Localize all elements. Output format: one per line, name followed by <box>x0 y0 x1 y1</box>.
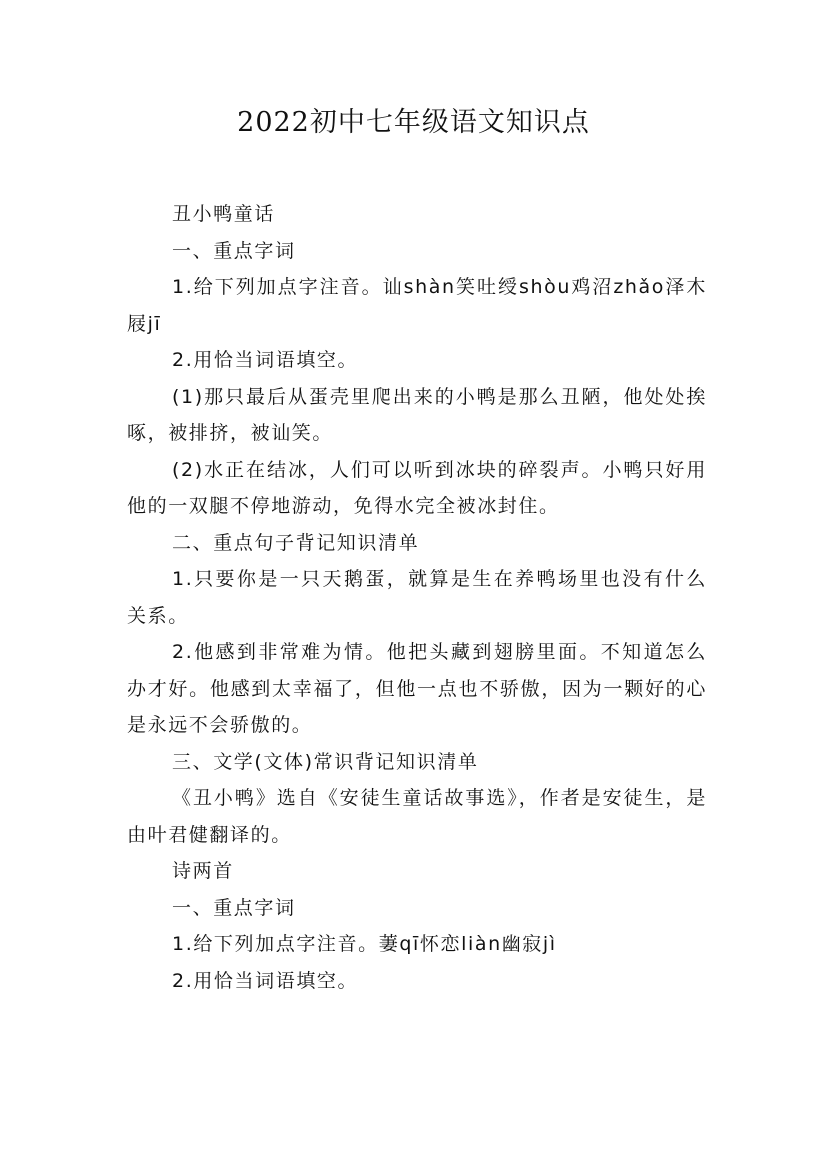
paragraph-item-2: (2)水正在结冰，人们可以听到冰块的碎裂声。小鸭只好用他的一双腿不停地游动，免得水完全被冰封住。 <box>127 458 707 517</box>
page-title: 2022初中七年级语文知识点 <box>237 107 590 138</box>
document-body <box>127 196 707 999</box>
paragraph-fill-blank-2: 2.用恰当词语填空。 <box>172 969 359 992</box>
subheading-key-sentences: 二、重点句子背记知识清单 <box>172 531 420 554</box>
paragraph-pinyin-exercise-2: 1.给下列加点字注音。萋qī怀恋liàn幽寂jì <box>172 933 557 955</box>
paragraph-pinyin-exercise: 1.给下列加点字注音。讪shàn笑吐绶shòu鸡沼zhǎo泽木屐jī <box>127 276 707 335</box>
paragraph-fill-blank: 2.用恰当词语填空。 <box>172 349 359 371</box>
section-heading-two-poems: 诗两首 <box>172 860 234 882</box>
subheading-key-words-2: 一、重点字词 <box>172 896 296 919</box>
paragraph-sentence-2: 2.他感到非常难为情。他把头藏到翅膀里面。不知道怎么办才好。他感到太幸福了，但他一点也不骄傲，因为一颗好的心是永远不会骄傲的。 <box>127 641 707 736</box>
paragraph-item-1: (1)那只最后从蛋壳里爬出来的小鸭是那么丑陋，他处处挨啄，被排挤，被讪笑。 <box>127 385 707 444</box>
section-heading-ugly-duckling: 丑小鸭童话 <box>172 203 276 225</box>
subheading-literature: 三、文学(文体)常识背记知识清单 <box>172 750 479 773</box>
paragraph-literature-note: 《丑小鸭》选自《安徒生童话故事选》，作者是安徒生，是由叶君健翻译的。 <box>127 787 707 846</box>
subheading-key-words: 一、重点字词 <box>172 239 296 262</box>
paragraph-sentence-1: 1.只要你是一只天鹅蛋，就算是生在养鸭场里也没有什么关系。 <box>127 568 707 627</box>
